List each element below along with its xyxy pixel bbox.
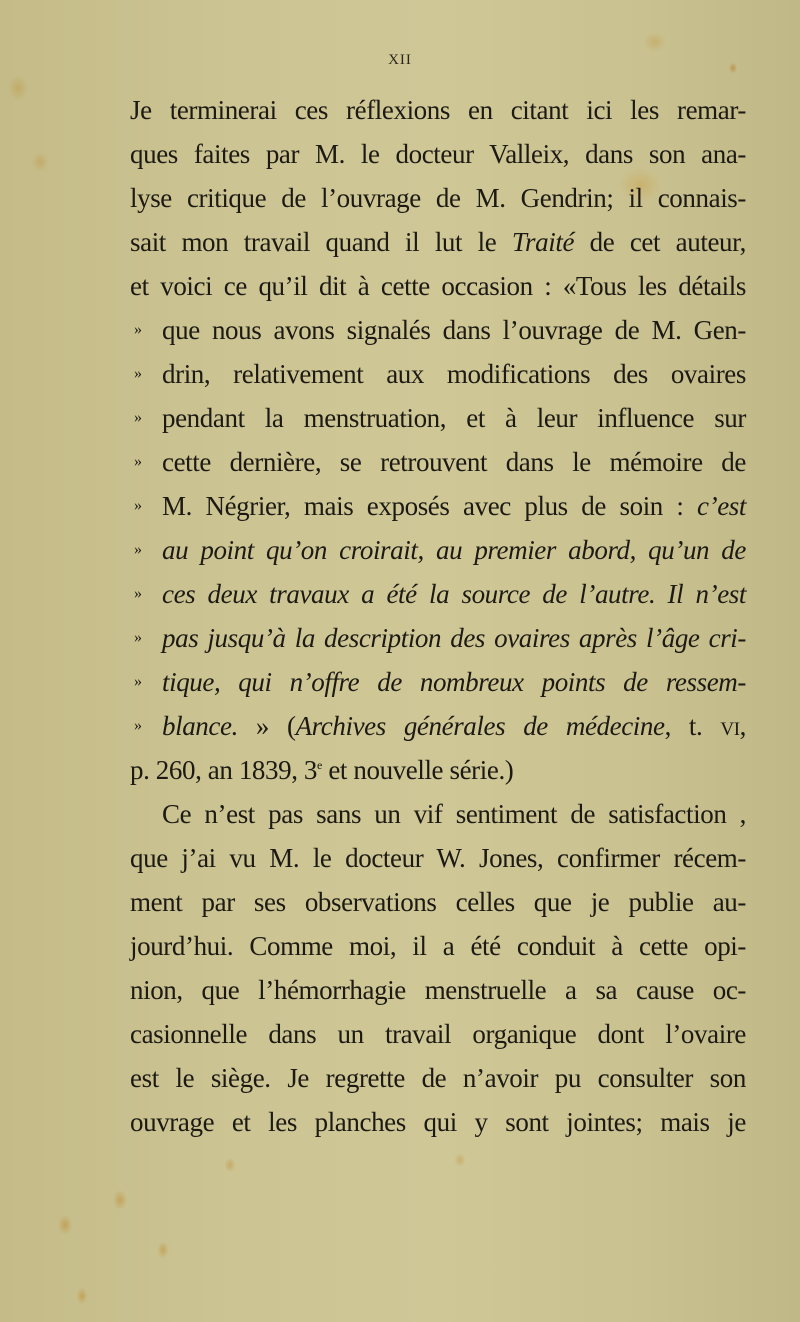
text-line: lyse critique de l’ouvrage de M. Gendrin; il connais-: [130, 183, 746, 213]
italic-span: pas jusqu’à la description des ovaires après l’âge cri-: [162, 623, 746, 653]
text-span: cette dernière, se retrouvent dans le mémoire de: [162, 447, 746, 477]
italic-span: au point qu’on croirait, au premier abord, qu’un de: [162, 535, 746, 565]
text-span: » (: [237, 711, 296, 741]
text-span: pendant la menstruation, et à leur influence sur: [162, 403, 746, 433]
volume-number: vi: [720, 711, 740, 741]
text-span: , t.: [664, 711, 721, 741]
text-line: et voici ce qu’il dit à cette occasion : «Tous les détails: [130, 271, 746, 301]
body-text: [130, 88, 746, 1144]
text-span: ,: [739, 711, 746, 741]
text-span: que nous avons signalés dans l’ouvrage de M. Gen-: [162, 315, 746, 345]
page-number: XII: [388, 52, 412, 68]
quote-line: [130, 616, 746, 660]
text-line: que j’ai vu M. le docteur W. Jones, confirmer récem-: [130, 843, 746, 873]
citation-title: Archives générales de médecine: [295, 711, 665, 741]
italic-span: c’est: [697, 491, 746, 521]
quote-mark: »: [134, 321, 142, 338]
quote-line: [130, 528, 746, 572]
text-span: et nouvelle série.): [321, 755, 514, 785]
quote-mark: »: [134, 453, 142, 470]
text-line: [130, 748, 746, 792]
quote-mark: »: [134, 365, 142, 382]
text-line: ouvrage et les planches qui y sont jointes; mais je: [130, 1107, 746, 1137]
quote-mark: »: [134, 717, 142, 734]
superscript: e: [317, 758, 322, 772]
text-line: est le siège. Je regrette de n’avoir pu consulter son: [130, 1063, 746, 1093]
italic-span: tique, qui n’offre de nombreux points de ressem-: [162, 667, 746, 697]
quote-line: [130, 308, 746, 352]
quote-line: [130, 704, 746, 748]
italic-span: blance.: [162, 711, 238, 741]
text-line: casionnelle dans un travail organique dont l’ovaire: [130, 1019, 746, 1049]
text-line: ment par ses observations celles que je publie au-: [130, 887, 746, 917]
quote-mark: »: [134, 541, 142, 558]
text-line: jourd’hui. Comme moi, il a été conduit à cette opi-: [130, 931, 746, 961]
text-span: sait mon travail quand il lut le: [130, 227, 512, 257]
text-line: Ce n’est pas sans un vif sentiment de satisfaction ,: [162, 799, 746, 829]
quote-mark: »: [134, 673, 142, 690]
italic-title: Traité: [511, 227, 575, 257]
text-span: p. 260, an 1839, 3: [130, 755, 318, 785]
quote-line: [130, 440, 746, 484]
quote-line: [130, 352, 746, 396]
text-span: M. Négrier, mais exposés avec plus de soin :: [162, 491, 698, 521]
quote-mark: »: [134, 585, 142, 602]
quote-line: [130, 660, 746, 704]
text-line: [130, 220, 746, 264]
text-span: de cet auteur,: [574, 227, 746, 257]
text-line: nion, que l’hémorrhagie menstruelle a sa cause oc-: [130, 975, 746, 1005]
quote-line: [130, 484, 746, 528]
quote-mark: »: [134, 409, 142, 426]
italic-span: ces deux travaux a été la source de l’autre. Il n’est: [162, 579, 746, 609]
quote-mark: »: [134, 497, 142, 514]
text-span: drin, relativement aux modifications des ovaires: [162, 359, 746, 389]
quote-line: [130, 572, 746, 616]
quote-mark: »: [134, 629, 142, 646]
quote-line: [130, 396, 746, 440]
text-line: Je terminerai ces réflexions en citant ici les remar-: [130, 95, 746, 125]
text-line: ques faites par M. le docteur Valleix, dans son ana-: [130, 139, 746, 169]
